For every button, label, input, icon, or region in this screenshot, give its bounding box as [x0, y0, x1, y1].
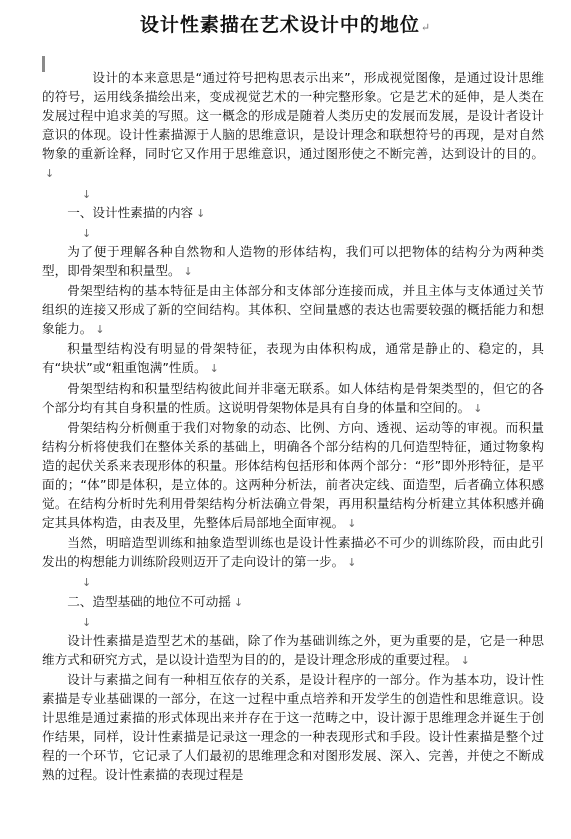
- paragraph-analysis: 骨架结构分析侧重于我们对物象的动态、比例、方向、透视、运动等的审视。而积量结构分析将使我们在整体关系的基础上，明确各个部分结构的几何造型特征，通过物象构造的起伏关系来表现形体的积量。形体结构包括形和体两个部分：“形”即外形特征，是平面的；“体”即是体积，是立体的。这两种分析法，前者决定线、面造型，后者确立体积感觉。在结构分析时先利用骨架结构分析法确立骨架，再用积量结构分析建立其体积感并确定其具体构造，由表及里，先整体后局部地全面审视。 ↓: [42, 419, 544, 531]
- paragraph-training: 当然，明暗造型训练和抽象造型训练也是设计性素描必不可少的训练阶段，而由此引发出的构想能力训练阶段则迈开了走向设计的第一步。 ↓: [42, 535, 544, 570]
- paragraph-foundation: 设计性素描是造型艺术的基础，除了作为基础训练之外，更为重要的是，它是一种思维方式和研究方式，是以设计造型为目的的，是设计理念形成的重要过程。 ↓: [42, 632, 544, 667]
- line-arrow: ↓: [347, 556, 357, 570]
- paragraph-design-sketch: 设计与素描之间有一种相互依存的关系，是设计程序的一部分。作为基本功，设计性素描是专业基础课的一部分，在这一过程中重点培养和开发学生的创造性和思维意识。设计思维是通过素描的形式体现出来并存在于这一范畴之中，设计源于思维理念并诞生于创作结果，同样，设计性素描是记录这一理念的一种表现形式和手段。设计性素描是整个过程的一个环节，它记录了人们最初的思维理念和对图形发展、深入、完善，并使之不断成熟的过程。设计性素描的表现过程是: [42, 671, 544, 783]
- line-arrow: ↓: [347, 517, 357, 531]
- line-arrow: ↓: [233, 595, 244, 609]
- paragraph-structure-types: 为了便于理解各种自然物和人造物的形体结构，我们可以把物体的结构分为两种类型，即骨架型和积量型。 ↓: [42, 243, 544, 278]
- line-arrow: ↓: [209, 362, 219, 376]
- line-arrow: ↓: [82, 576, 92, 590]
- line-arrow: ↓: [183, 264, 193, 278]
- paragraph-mark: ↵: [420, 21, 432, 34]
- empty-line: [42, 184, 544, 203]
- empty-line: [42, 612, 544, 631]
- paragraph-skeleton: 骨架型结构的基本特征是由主体部分和支体部分连接而成，并且主体与支体通过关节组织的连接又形成了新的空间结构。其体积、空间量感的表达也需要较强的概括能力和想象能力。 ↓: [42, 283, 544, 337]
- section-heading-1: 一、设计性素描的内容 ↓: [67, 204, 206, 220]
- line-arrow: ↓: [460, 653, 470, 667]
- line-arrow: ↓: [82, 226, 92, 240]
- empty-line: [42, 572, 544, 591]
- line-arrow: ↓: [196, 206, 206, 220]
- section-heading-2: 二、造型基础的地位不可动摇 ↓: [67, 593, 244, 609]
- line-arrow: ↓: [95, 323, 105, 337]
- empty-line: [42, 223, 544, 242]
- title-text: 设计性素描在艺术设计中的地位: [139, 14, 420, 36]
- paragraph-relation: 骨架型结构和积量型结构彼此间并非毫无联系。如人体结构是骨架类型的，但它的各个部分均有其自身积量的性质。这说明骨架物体是具有自身的体量和空间的。 ↓: [42, 380, 544, 415]
- document-title: [0, 10, 571, 37]
- document-body[interactable]: [42, 68, 544, 784]
- line-arrow: ↓: [82, 615, 92, 629]
- line-arrow: ↓: [45, 167, 55, 181]
- paragraph-intro: 设计的本来意思是“通过符号把构思表示出来”，形成视觉图像，是通过设计思维的符号，运用线条描绘出来，变成视觉艺术的一种完整形象。它是艺术的延伸，是人类在发展过程中追求美的写照。这一概念的形成是随着人类历史的发展而发展，是设计者设计意识的体现。设计性素描源于人脑的思维意识，是设计理念和联想符号的再现，是对自然物象的重新诠释，同时它又作用于思维意识，通过图形使之不断完善，达到设计的目的。↓: [42, 70, 544, 181]
- line-arrow: ↓: [473, 401, 483, 415]
- paragraph-volume: 积量型结构没有明显的骨架特征，表现为由体积构成，通常是静止的、稳定的，具有“块状”或“粗重饱满”性质。 ↓: [42, 341, 544, 376]
- line-arrow: ↓: [82, 187, 92, 201]
